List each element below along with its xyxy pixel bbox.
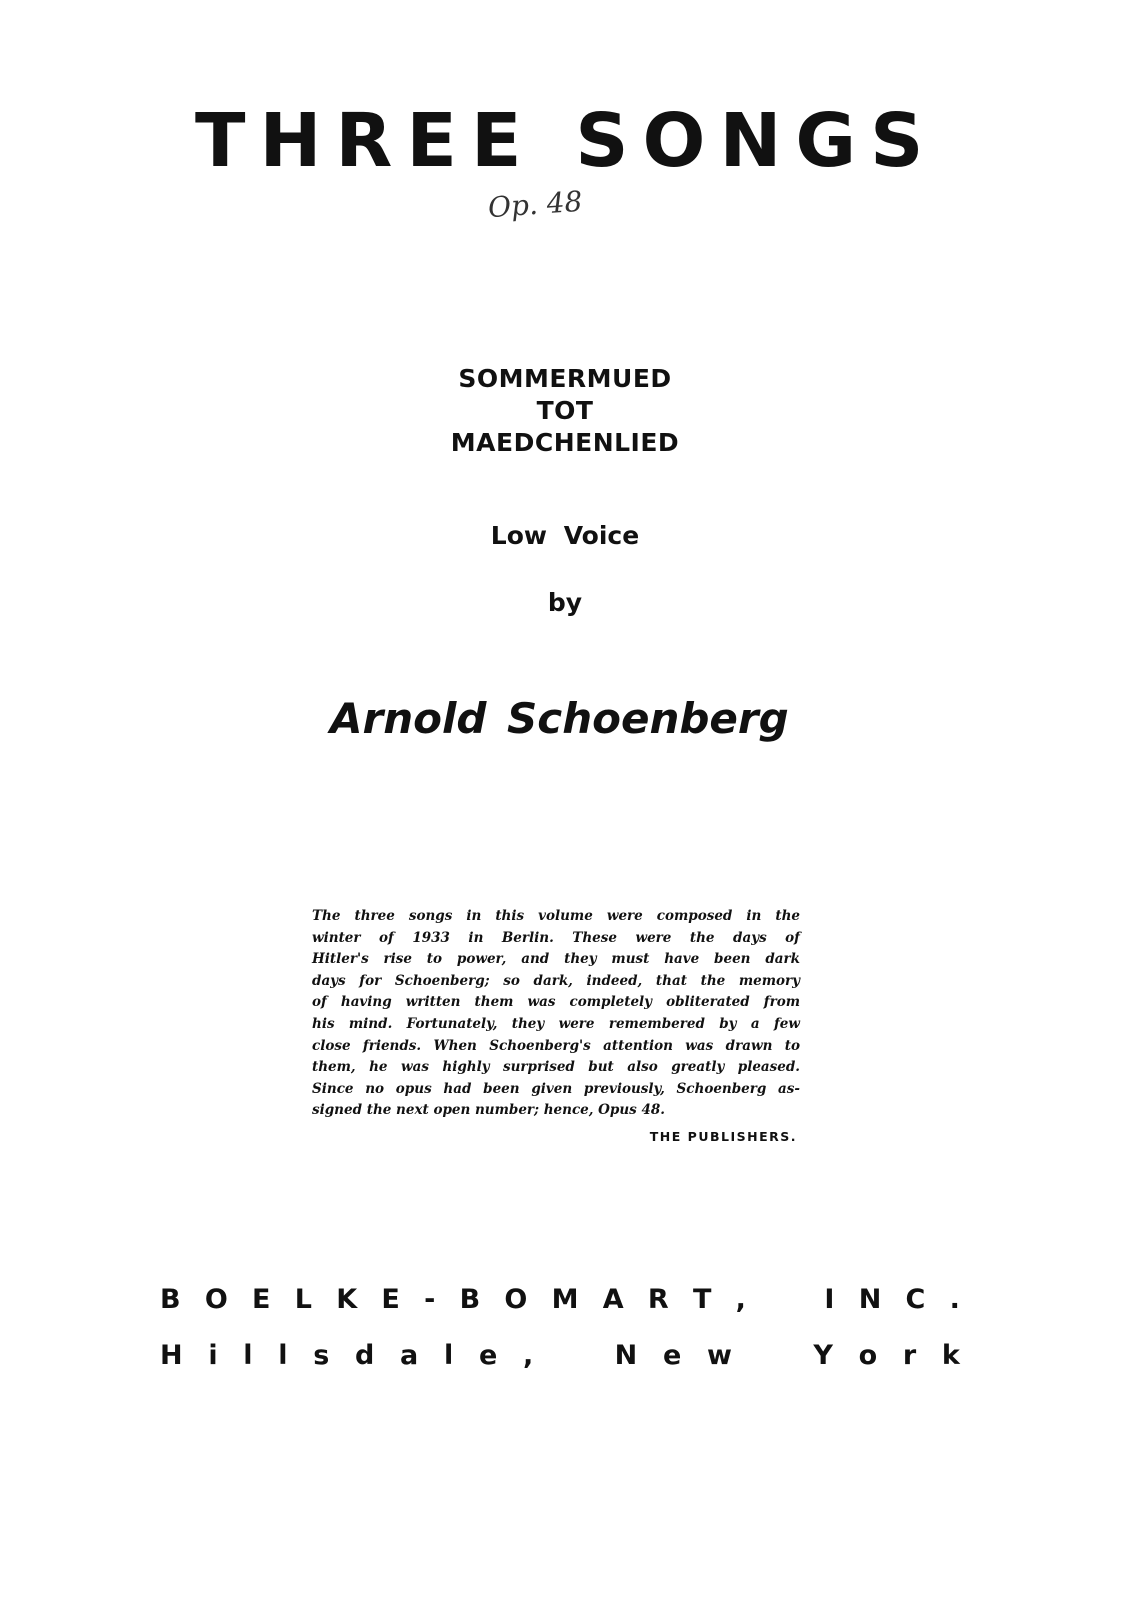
note-line: Since no opus had been given previously, Schoenberg as- [312,1080,800,1097]
letter: - [424,1284,436,1315]
note-line: of having written them was completely obliterated from [312,994,800,1011]
song-title: TOT [536,396,594,425]
composer-name: Arnold Schoenberg [330,694,789,743]
note-line: them, he was highly surprised but also greatly pleased. [312,1059,800,1076]
letter: M [551,1284,579,1315]
letter: R [647,1284,669,1315]
letter: l [243,1340,253,1371]
letter [559,1340,589,1371]
letter: o [858,1340,878,1371]
note-line: Hitler's rise to power, and they must have been dark [312,951,800,968]
letter: H [160,1340,183,1371]
song-title: MAEDCHENLIED [450,428,680,457]
letter: , [522,1340,534,1371]
letter: C [905,1284,926,1315]
letter: T [692,1284,712,1315]
note-line: his mind. Fortunately, they were remembered by a few [312,1015,800,1032]
letter: e [662,1340,682,1371]
handwritten-opus-note: Op. 48 [486,184,584,225]
letter: e [478,1340,498,1371]
letter: k [941,1340,960,1371]
letter: E [381,1284,400,1315]
letter: L [294,1284,312,1315]
publisher-name [160,1284,960,1315]
letter: r [902,1340,917,1371]
letter: B [160,1284,181,1315]
letter: A [602,1284,624,1315]
note-signature: THE PUBLISHERS. [649,1129,797,1144]
letter: a [400,1340,419,1371]
page-title: THREE SONGS [195,98,938,184]
publisher-city [160,1340,960,1371]
letter: l [278,1340,288,1371]
letter: O [504,1284,528,1315]
letter: N [858,1284,882,1315]
letter: K [336,1284,358,1315]
letter: , [735,1284,746,1315]
letter: B [459,1284,481,1315]
note-line: winter of 1933 in Berlin. These were the days of [312,929,800,946]
letter: . [949,1284,960,1315]
letter: Y [813,1340,833,1371]
note-line: days for Schoenberg; so dark, indeed, that the memory [312,972,800,989]
letter: w [706,1340,732,1371]
letter: O [204,1284,228,1315]
letter: l [443,1340,454,1371]
publisher-note [312,906,800,1122]
letter: N [614,1340,638,1371]
letter: i [208,1340,218,1371]
voice-type: Low Voice [490,521,640,550]
letter [770,1284,800,1315]
letter: E [252,1284,271,1315]
by-label: by [547,588,583,617]
note-line: The three songs in this volume were composed in the [312,908,800,924]
song-title: SOMMERMUED [458,364,672,393]
letter: s [313,1340,330,1371]
note-line: close friends. When Schoenberg's attention was drawn to [312,1037,800,1054]
letter [758,1340,788,1371]
note-line: signed the next open number; hence, Opus 48. [312,1102,665,1119]
letter: I [824,1284,835,1315]
letter: d [355,1340,375,1371]
